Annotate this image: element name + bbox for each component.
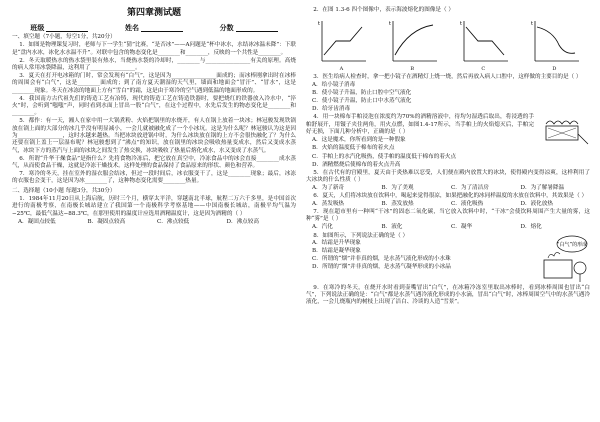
option-d[interactable]: D．沸点较高 (226, 218, 259, 225)
choice-question-5: 5．在古代有的宫殿里，夏天由于炎热难以忍受，人们便在殿内放置大的冰块，使得殿内变得凉爽，这样利用了大冰块的什么性质（ ） (306, 170, 590, 184)
q4-block (306, 114, 590, 154)
graph-label-d: D (552, 65, 557, 72)
question-4: 4．我国南方古代祖先们的铸造工艺有冶铸，现代的铸造工艺在铸造铁器时，要把烧红的铁器放入冷水中，“淬火”时，会听到“嗤嗤”声，同时看到水面上冒出一股“白气”，在这个过程中，水先后发生的物态变化是________和________。 (12, 95, 296, 117)
q5-option-d[interactable]: D．为了解暑降温 (520, 185, 565, 192)
score-label: 分数 (219, 22, 234, 32)
q8-option-c[interactable]: C．所谓的“烟”并非真的烟，是水蒸气液化形成的小水珠 (312, 256, 451, 263)
graph-label-b: B (410, 65, 415, 72)
q4-option-a[interactable]: A．这是魔术，你所看到的是一种假象 (312, 136, 406, 143)
svg-text:t: t (317, 20, 320, 27)
melting-graphs (306, 17, 590, 65)
score-blank[interactable] (236, 25, 278, 32)
right-column (306, 6, 590, 418)
question-1: 1．如图是物理课复习时，老师与下一学生“猜”比赛，“是否冰”——A问题是“杯中冰水，水结冰冰温未降”：下联是“盘内水冰，冰化水水温不升”。对联中包含的物态变化是________和________，反映的一个共性是________。 (12, 42, 296, 56)
q7-option-d[interactable]: D．熔化 (520, 224, 542, 231)
q6-options (312, 201, 590, 208)
q3-option-a[interactable]: A．给小镜子消毒 (312, 82, 356, 89)
question-6: 6．所谓“升华干燥食品”是指什么？先将食物冷冻后，把它放在真空中，冷冻食品中的冰会直接________成水蒸气，从而使食品干燥，这就是冷冻干燥技术。这样处理的食品保持了食品原来的形状、颜色和营养。 (12, 155, 296, 169)
q5-option-b[interactable]: B．为了美观 (381, 185, 414, 192)
burning-handkerchief-figure (536, 114, 590, 154)
white-vapor-figure (534, 232, 590, 284)
class-label: 班级 (30, 22, 45, 32)
q8-block (306, 232, 590, 284)
graph-d (529, 17, 581, 65)
q4-option-b[interactable]: B．火焰的温度低于棉布的着火点 (312, 144, 395, 151)
choice-1-options (18, 219, 296, 226)
choice-question-1: 1．1984年11月20日从上海启航，历时三个月，横穿太平洋，穿越南北半球，航程二万六千多里，是中国首次进行的南极考察，在南极长城站建立了我国第一个南极科学考察基地——中国南极长城站，南极平均气温为−25℃，最低气温达−88.3℃，在那里使用的温度计应选用酒精温度计，这是因为酒精的（ ） (12, 195, 296, 217)
q5-options (312, 185, 590, 192)
graph-label-c: C (481, 65, 486, 72)
q3-option-b[interactable]: B．使小镜子升温，防止口腔中空气液化 (312, 90, 412, 97)
graph-b (387, 17, 439, 65)
choice-question-4: 4．用一块棉布手帕浸泡在浓度约为70%的酒精溶液中，待均匀湿透后取出，将浸透的手帕舒展开，用镊子夹住两角，用火点燃，如图1.4-17所示，当手帕上的火焰熄灭后，手帕完好无损，下面几种分析中，正确的是（ ） (306, 114, 534, 136)
svg-text:t: t (530, 20, 533, 27)
question-7: 7．寒冷的冬天，挂在室外的湿衣服会结冰，但过一段时间后，冰衣服变干了，这是________现象；最后，冰冻的衣服也会变干，这是因为冰________了，这种物态变化需要________热量。 (12, 170, 296, 185)
q6-option-c[interactable]: C．液化吸热 (451, 201, 484, 208)
q3-option-d[interactable]: D．给牙齿消毒 (312, 105, 351, 112)
q7-options (312, 224, 590, 231)
choice-question-3: 3．医生给病人检查时，拿一把小镜子在酒精灯上烧一烧，然后再放入病人口腔中，这样做的主要目的是（ ） (313, 74, 582, 81)
choice-question-6: 6．夏天，人们将冰块放在饮料中，喝起来觉得很凉，如果把融化的冰同样温度的水放在饮料中，其效果是（ ） (313, 193, 588, 200)
q7-option-b[interactable]: B．液化 (381, 224, 403, 231)
option-a[interactable]: A．凝固点较低 (18, 218, 56, 225)
q8-option-a[interactable]: A．结霜是升华现象 (312, 240, 361, 247)
svg-text:t: t (388, 20, 391, 27)
q6-option-d[interactable]: D．液化放热 (520, 201, 553, 208)
question-2: 2．冬天取暖热水的热水袋里装有热水，当烧热水袋的冷却时，________与________________有关的原理。高烧的病人常用冰袋降温，这利用了________________。 (12, 57, 296, 72)
graph-c (458, 17, 510, 65)
q5-option-c[interactable]: C．为了清洁房 (451, 185, 489, 192)
question-5: 5．都作：有一天，湘人在家中用一大锅煮粉、火焰把锅里的水烧开，有人在锅上放着一块冰；林冠骏发现铁锅放在锅上面的大部分的冰几乎没有明显减小，一会儿就被融化成了一个小冰坑。这是为什么呢？林冠骏认为这是因为________________，这时水越来越热。当把冰块放进锅中时，为什么冰块放在锅的上方不会很快融化了？为什么还要在锅上盖上一层湿布呢？林冠骏想到了“沸点”的知识，放在锅里的冰块会吸收热量变成水，然后又变成水蒸气，冰块下方的蒸汽与上面的冰块之间发生了热交换，冰块吸收了热量后熔化成水，水又变成了水蒸气。 (12, 118, 296, 154)
graph-label-a: A (339, 65, 344, 72)
question-3: 3．夏天在打开电冰箱的门时，常会发现有“白气”，这是因为________________面成的；而冰棒刚拿出时在冰棒的周围会有“白气”，这是________面成的；到了南方夏天潮湿的天气里，墙面和地面会“冒汗”、“冒水”，这是________现象。冬天在冰冻的地面上方有“雪白”的霜，这是由于寒冷的空气遇到低温的地面形成的。 (12, 72, 296, 94)
q7-option-c[interactable]: C．凝华 (451, 224, 473, 231)
figure-caption: “白气”的形成 (556, 242, 588, 249)
name-label: 姓名 (124, 22, 139, 32)
left-column (12, 6, 296, 418)
section-choice: 二、选择题（10小题 每题3分，共30分） (12, 187, 116, 194)
name-blank[interactable] (141, 25, 183, 32)
q6-option-b[interactable]: B．蒸发放热 (381, 201, 414, 208)
q3-option-c[interactable]: C．使小镜子升温，防止口中水蒸气液化 (312, 98, 412, 105)
q4-option-c[interactable]: C．手帕上的水汽化吸热，使手帕的温度低于棉布的着火点 (312, 154, 457, 161)
section-fill-in: 一、填空题（7小题，每空1分，共20分） (12, 34, 116, 41)
q8-option-d[interactable]: D．所谓的“烟”并非真的烟，是水蒸气凝华形成的小冰晶 (312, 264, 451, 271)
option-b[interactable]: B．凝固点较高 (87, 218, 126, 225)
q8-option-b[interactable]: B．结霜是凝华现象 (312, 248, 361, 255)
q6-option-a[interactable]: A．蒸发吸热 (312, 201, 345, 208)
graph-labels (306, 66, 590, 73)
class-blank[interactable] (46, 25, 88, 32)
graph-a (316, 17, 368, 65)
svg-text:t: t (459, 20, 462, 27)
choice-question-7: 7．现在超市里有一种叫“干冰”的固态二氧化碳，当它放入饮料中时，“干冰”会使饮料周围产生大量的雾，这种“雾”是（ ） (306, 208, 590, 223)
choice-question-9: 9．在寒冷的冬天，在烧开水时看到壶嘴冒出“白气”，在冰箱冷冻室里取出冰棒时，看到冰棒周围也冒出“白气”，下列说法正确的是：“白气”都是水蒸气遇冷液化形成的小水滴，冒出“白气”时，冰棒周围空气中的水蒸气遇冷液化，一会儿烧瓶内的树枝上出现了洁白、冷谈的人造“雪景”。 (306, 284, 590, 306)
choice-question-8: 8．如图所示，下列说法正确的是（ ） (313, 232, 409, 239)
page-title: 第四章测试题 (126, 8, 181, 18)
student-info (12, 23, 296, 32)
choice-question-2: 2．在图 1.3-6 四个图像中，表示海波熔化的图像是（ ） (313, 6, 454, 13)
q5-option-a[interactable]: A．为了新奇 (312, 185, 345, 192)
q7-option-a[interactable]: A．汽化 (312, 224, 333, 231)
q4-option-d[interactable]: D．酒精燃烧后使棉布的着火点升高 (312, 162, 401, 169)
option-c[interactable]: C．沸点较低 (157, 218, 190, 225)
